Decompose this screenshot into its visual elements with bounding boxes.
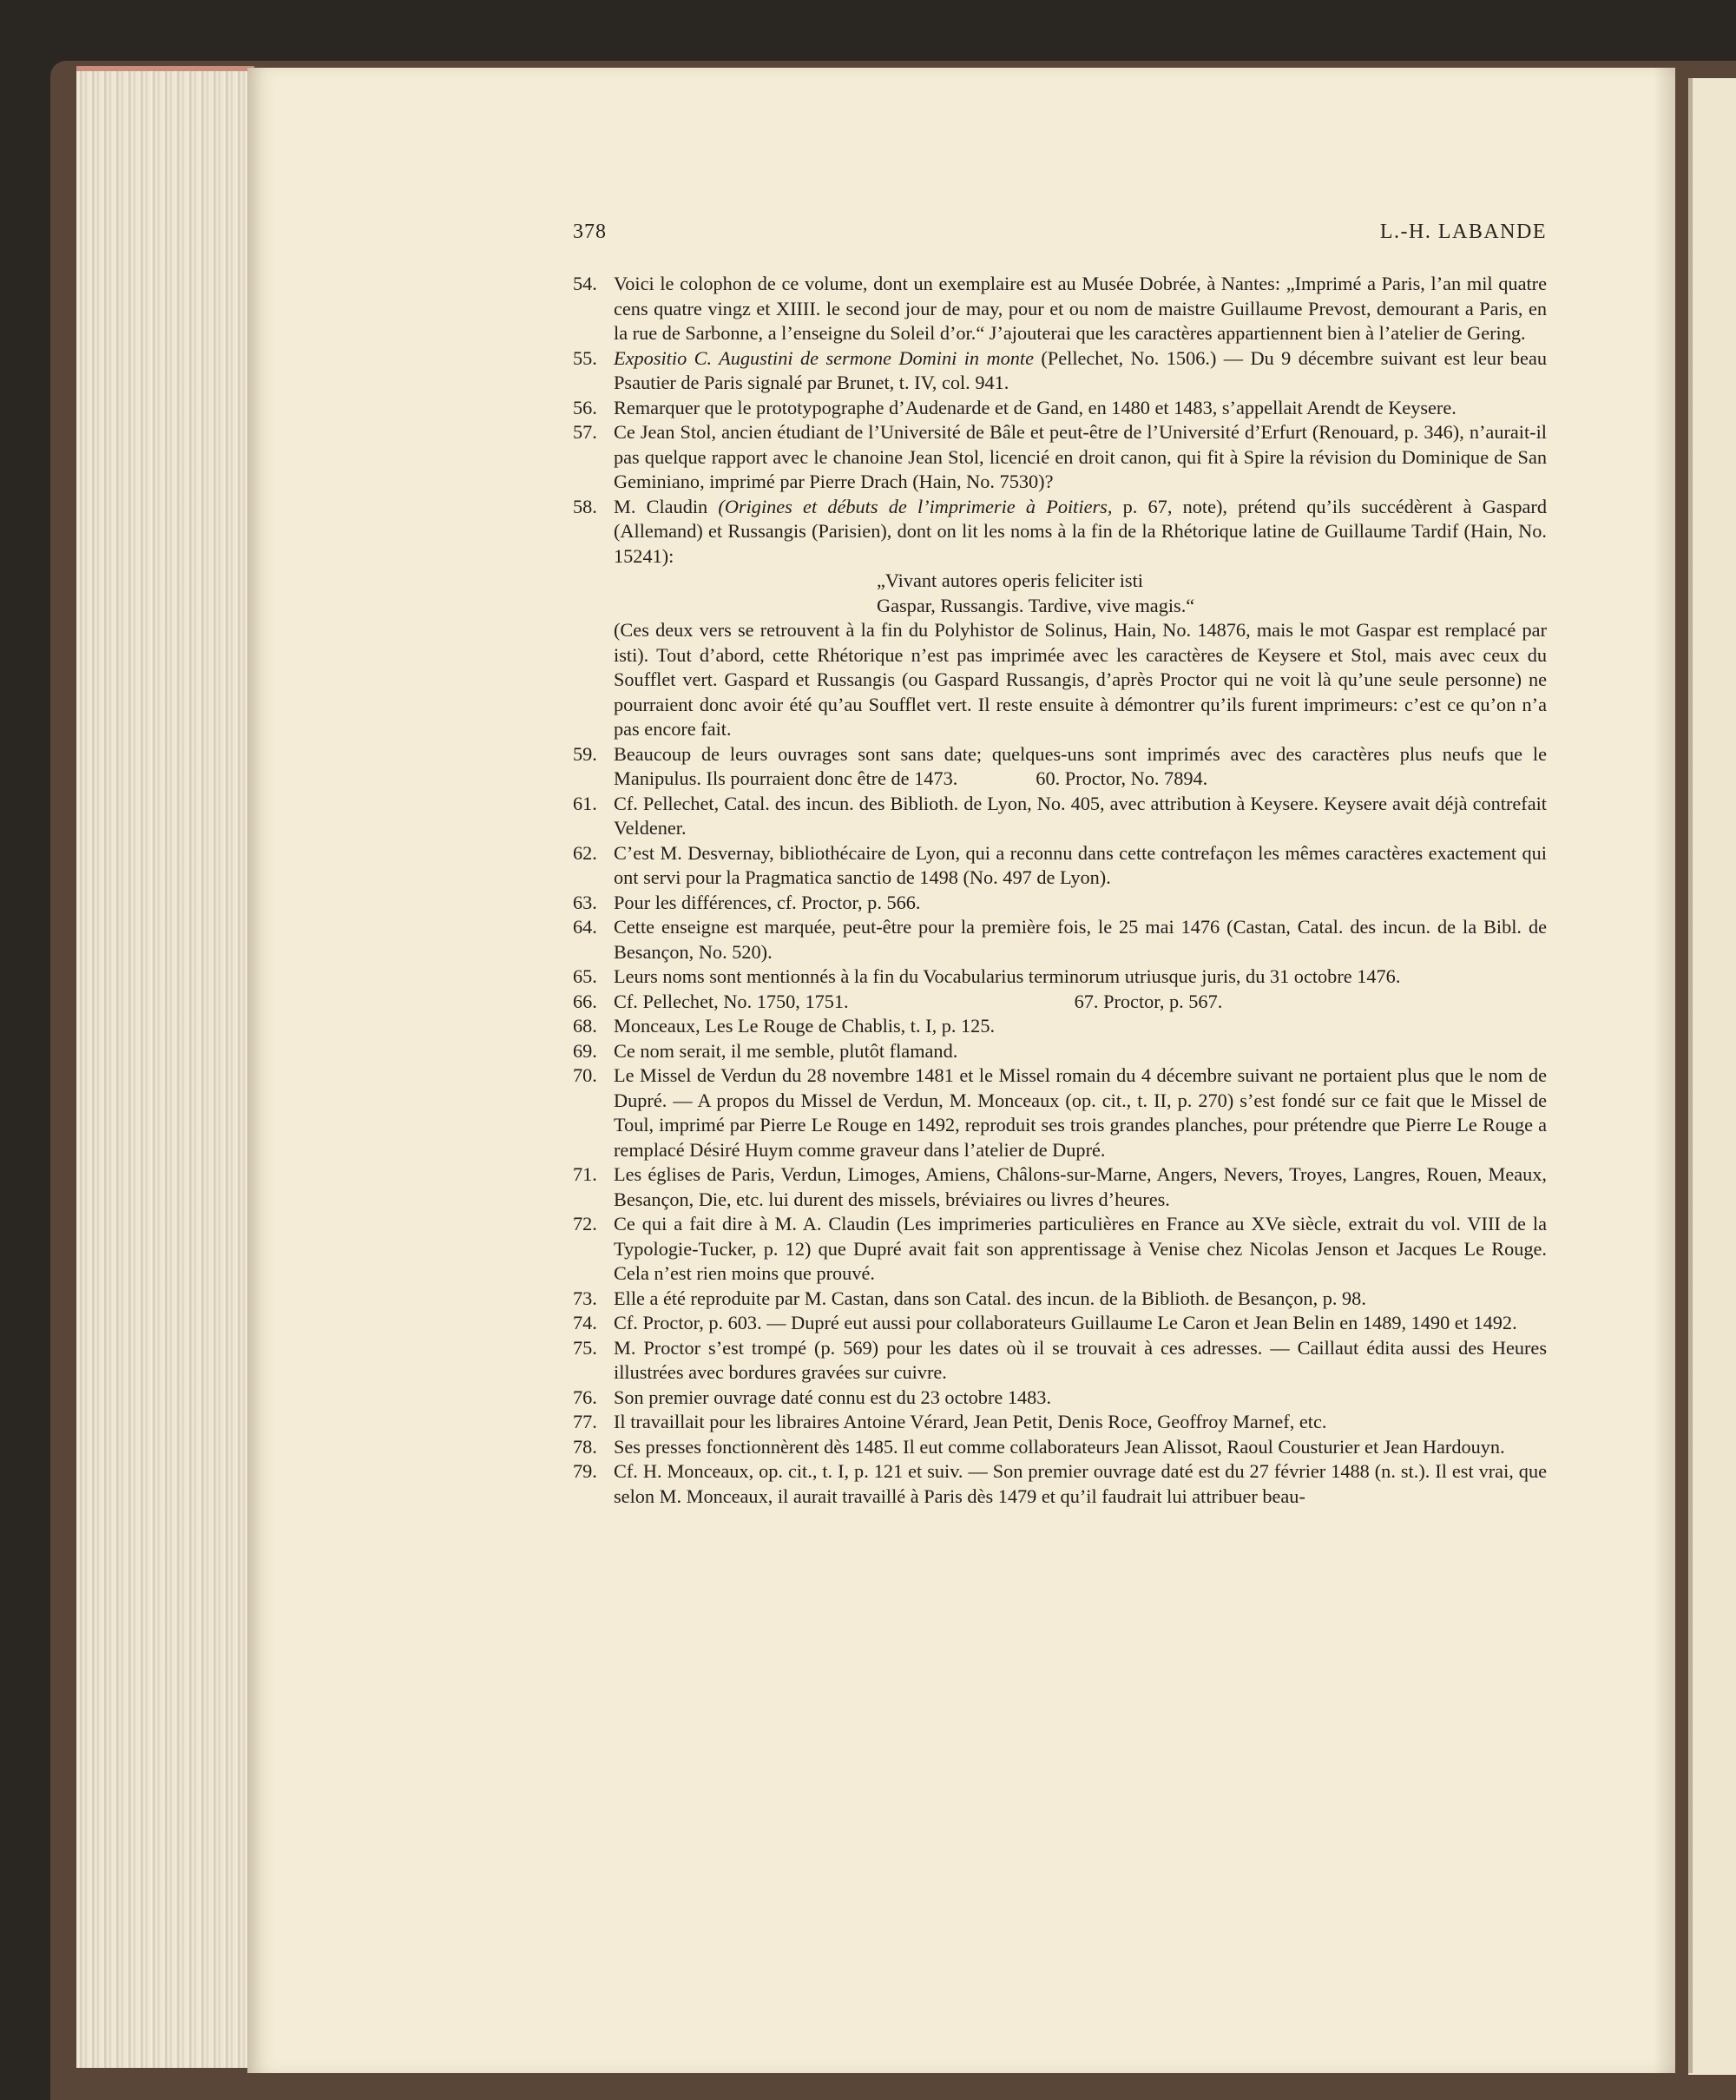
note-text: Ce Jean Stol, ancien étudiant de l’Université de Bâle et peut-être de l’Université d’Erfurt (Renouard, p. 346), n’aurait-il pas quelque rapport avec le chanoine Jean Stol, licencié en droit canon, qui fit à Spire la révision du Dominique de San Geminiano, imprimé par Pierre Drach (Hain, No. 7530)? — [614, 421, 1547, 492]
note-57 — [573, 420, 1547, 495]
note-64 — [573, 915, 1547, 964]
note-65 — [573, 964, 1547, 990]
note-number: 60. — [1036, 767, 1061, 789]
note-number: 59. — [573, 742, 597, 765]
note-number: 57. — [573, 421, 597, 443]
note-title: (Origines et débuts de l’imprimerie à Poitiers, — [718, 495, 1113, 517]
note-63 — [573, 891, 1547, 916]
note-number: 58. — [573, 495, 597, 517]
note-60 — [957, 767, 1207, 789]
note-number: 79. — [573, 1460, 597, 1482]
gutter-shadow — [1654, 68, 1693, 2073]
note-78 — [573, 1435, 1547, 1460]
note-text: M. Proctor s’est trompé (p. 569) pour les dates où il se trouvait à ces adresses. — Caillaut édita aussi des Heures illustrées avec bordures gravées sur cuivre. — [614, 1336, 1547, 1383]
note-text: Voici le colophon de ce volume, dont un exemplaire est au Musée Dobrée, à Nantes: „Imprimé a Paris, l’an mil quatre cens quatre vingz et XIIII. le second jour de may, pour et ou nom de maistre Guillaume Prevost, demourant a Paris, en la rue de Sarbonne, a l’enseigne du Soleil d’or.“ J’ajouterai que les caractères appartiennent bien à l’atelier de Gering. — [614, 273, 1547, 344]
page-edges — [76, 66, 254, 2068]
note-number: 64. — [573, 916, 597, 938]
note-text: Remarquer que le prototypographe d’Audenarde et de Gand, en 1480 et 1483, s’appellait Arendt de Keysere. — [614, 396, 1457, 418]
note-number: 73. — [573, 1287, 597, 1309]
note-73 — [573, 1287, 1547, 1312]
note-text: Cette enseigne est marquée, peut-être pour la première fois, le 25 mai 1476 (Castan, Catal. des incun. de la Bibl. de Besançon, No. 520). — [614, 916, 1547, 963]
note-76 — [573, 1386, 1547, 1411]
page-header — [573, 221, 1547, 252]
note-text: Ses presses fonctionnèrent dès 1485. Il eut comme collaborateurs Jean Alissot, Raoul Cousturier et Jean Hardouyn. — [614, 1435, 1505, 1458]
note-number: 77. — [573, 1411, 597, 1432]
note-number: 71. — [573, 1163, 597, 1185]
note-text: Monceaux, Les Le Rouge de Chablis, t. I, p. 125. — [614, 1015, 996, 1037]
note-58-continued — [573, 618, 1547, 742]
verse-line-2: Gaspar, Russangis. Tardive, vive magis.“ — [877, 594, 1195, 616]
note-text: Ce nom serait, il me semble, plutôt flamand. — [614, 1039, 958, 1062]
note-74 — [573, 1311, 1547, 1336]
verse-line-1: „Vivant autores operis feliciter isti — [877, 569, 1143, 591]
note-text: Ce qui a fait dire à M. A. Claudin (Les imprimeries particulières en France au XVe siècle, extrait du vol. VIII de la Typologie-Tucker, p. 12) que Dupré avait fait son apprentissage à Venise chez Nicolas Jenson et Jacques Le Rouge. Cela n’est rien moins que prouvé. — [614, 1213, 1547, 1284]
note-number: 72. — [573, 1213, 597, 1234]
note-text: Les églises de Paris, Verdun, Limoges, Amiens, Châlons-sur-Marne, Angers, Nevers, Troyes, Langres, Rouen, Meaux, Besançon, Die, etc. lui durent des missels, bréviaires ou livres d’heures. — [614, 1163, 1547, 1210]
note-number: 70. — [573, 1064, 597, 1086]
note-number: 54. — [573, 273, 597, 294]
note-54 — [573, 272, 1547, 346]
note-text: Leurs noms sont mentionnés à la fin du Vocabularius terminorum utriusque juris, du 31 octobre 1476. — [614, 965, 1401, 987]
note-number: 56. — [573, 396, 597, 418]
note-71 — [573, 1162, 1547, 1212]
note-text — [614, 346, 1547, 396]
note-text: Cf. Proctor, p. 603. — Dupré eut aussi pour collaborateurs Guillaume Le Caron et Jean Belin en 1489, 1490 et 1492. — [614, 1312, 1517, 1333]
note-title: Expositio C. Augustini de sermone Domini in monte — [614, 346, 1034, 369]
note-number: 69. — [573, 1039, 597, 1062]
note-text: Il travaillait pour les libraires Antoine Vérard, Jean Petit, Denis Roce, Geoffroy Marnef, etc. — [614, 1411, 1327, 1432]
page-number: 378 — [573, 221, 607, 243]
note-number: 67. — [1074, 990, 1099, 1012]
note-number: 65. — [573, 965, 597, 987]
note-text: Pour les différences, cf. Proctor, p. 566. — [614, 891, 921, 913]
note-67 — [849, 991, 1223, 1012]
note-rest: (Pellechet, No. 1506.) — Du 9 décembre suivant est leur beau Psautier de Paris signalé par Brunet, t. IV, col. 941. — [614, 346, 1547, 393]
note-text — [614, 990, 1547, 1015]
note-58 — [573, 495, 1547, 569]
note-text: (Ces deux vers se retrouvent à la fin du Polyhistor de Solinus, Hain, No. 14876, mais le mot Gaspar est remplacé par isti). Tout d’abord, cette Rhétorique n’est pas imprimée avec les caractères de Keysere et Stol, mais avec ceux du Soufflet vert. Gaspard et Russangis (ou Gaspard Russangis, d’après Proctor qui ne voit là qu’une seule personne) ne pourraient donc avoir été qu’au Soufflet vert. Il reste ensuite à démontrer qu’ils furent imprimeurs: c’est ce qu’on n’a pas encore fait. — [614, 619, 1547, 740]
note-text: C’est M. Desvernay, bibliothécaire de Lyon, qui a reconnu dans cette contrefaçon les mêmes caractères exactement qui ont servi pour la Pragmatica sanctio de 1498 (No. 497 de Lyon). — [614, 841, 1547, 888]
note-number: 62. — [573, 841, 597, 864]
note-rest: Beaucoup de leurs ouvrages sont sans date; quelques-uns sont imprimés avec des caractères plus neufs que le Manipulus. Ils pourraient donc être de 1473. — [614, 742, 1547, 789]
footnotes — [573, 272, 1547, 1509]
verse-quote — [573, 569, 1547, 618]
note-text: Proctor, p. 567. — [1103, 990, 1223, 1012]
note-56 — [573, 396, 1547, 421]
note-61 — [573, 792, 1547, 841]
note-59 — [573, 742, 1547, 792]
note-text: Cf. Pellechet, Catal. des incun. des Biblioth. de Lyon, No. 405, avec attribution à Keysere. Keysere avait déjà contrefait Veldener. — [614, 792, 1547, 839]
note-number: 68. — [573, 1015, 597, 1037]
note-text: Proctor, No. 7894. — [1064, 767, 1208, 789]
note-rest: Cf. Pellechet, No. 1750, 1751. — [614, 990, 849, 1012]
note-pre: M. Claudin — [614, 495, 719, 517]
note-number: 61. — [573, 792, 597, 814]
note-70 — [573, 1063, 1547, 1162]
note-number: 78. — [573, 1435, 597, 1458]
note-number: 75. — [573, 1336, 597, 1359]
note-79 — [573, 1459, 1547, 1509]
note-number: 74. — [573, 1312, 597, 1333]
note-text — [614, 495, 1547, 569]
note-number: 66. — [573, 990, 597, 1012]
note-77 — [573, 1410, 1547, 1435]
note-number: 55. — [573, 346, 597, 369]
note-66 — [573, 990, 1547, 1015]
note-55 — [573, 346, 1547, 396]
note-68 — [573, 1014, 1547, 1039]
note-number: 63. — [573, 891, 597, 913]
note-72 — [573, 1212, 1547, 1287]
note-text: Elle a été reproduite par M. Castan, dans son Catal. des incun. de la Biblioth. de Besançon, p. 98. — [614, 1287, 1366, 1309]
note-text: Son premier ouvrage daté connu est du 23 octobre 1483. — [614, 1386, 1052, 1408]
note-text: Le Missel de Verdun du 28 novembre 1481 et le Missel romain du 4 décembre suivant ne portaient plus que le nom de Dupré. — A propos du Missel de Verdun, M. Monceaux (op. cit., t. II, p. 270) s’est fondé sur ce fait que le Missel de Toul, imprimé par Pierre Le Rouge en 1492, reproduit ses trois grandes planches, pour prétendre que Pierre Le Rouge a remplacé Désiré Huym comme graveur dans l’atelier de Dupré. — [614, 1064, 1547, 1161]
note-69 — [573, 1039, 1547, 1064]
note-number: 76. — [573, 1386, 597, 1408]
note-text: Cf. H. Monceaux, op. cit., t. I, p. 121 et suiv. — Son premier ouvrage daté est du 27 février 1488 (n. st.). Il est vrai, que selon M. Monceaux, il aurait travaillé à Paris dès 1479 et qu’il faudrait lui attribuer beau- — [614, 1460, 1547, 1507]
facing-page-edge — [1688, 78, 1736, 2075]
note-62 — [573, 841, 1547, 891]
running-head: L.-H. LABANDE — [1379, 221, 1547, 243]
note-rest: p. 67, note), prétend qu’ils succédèrent à Gaspard (Allemand) et Russangis (Parisien), dont on lit les noms à la fin de la Rhétorique latine de Guillaume Tardif (Hain, No. 15241): — [614, 495, 1547, 567]
note-text — [614, 742, 1547, 792]
note-75 — [573, 1336, 1547, 1386]
